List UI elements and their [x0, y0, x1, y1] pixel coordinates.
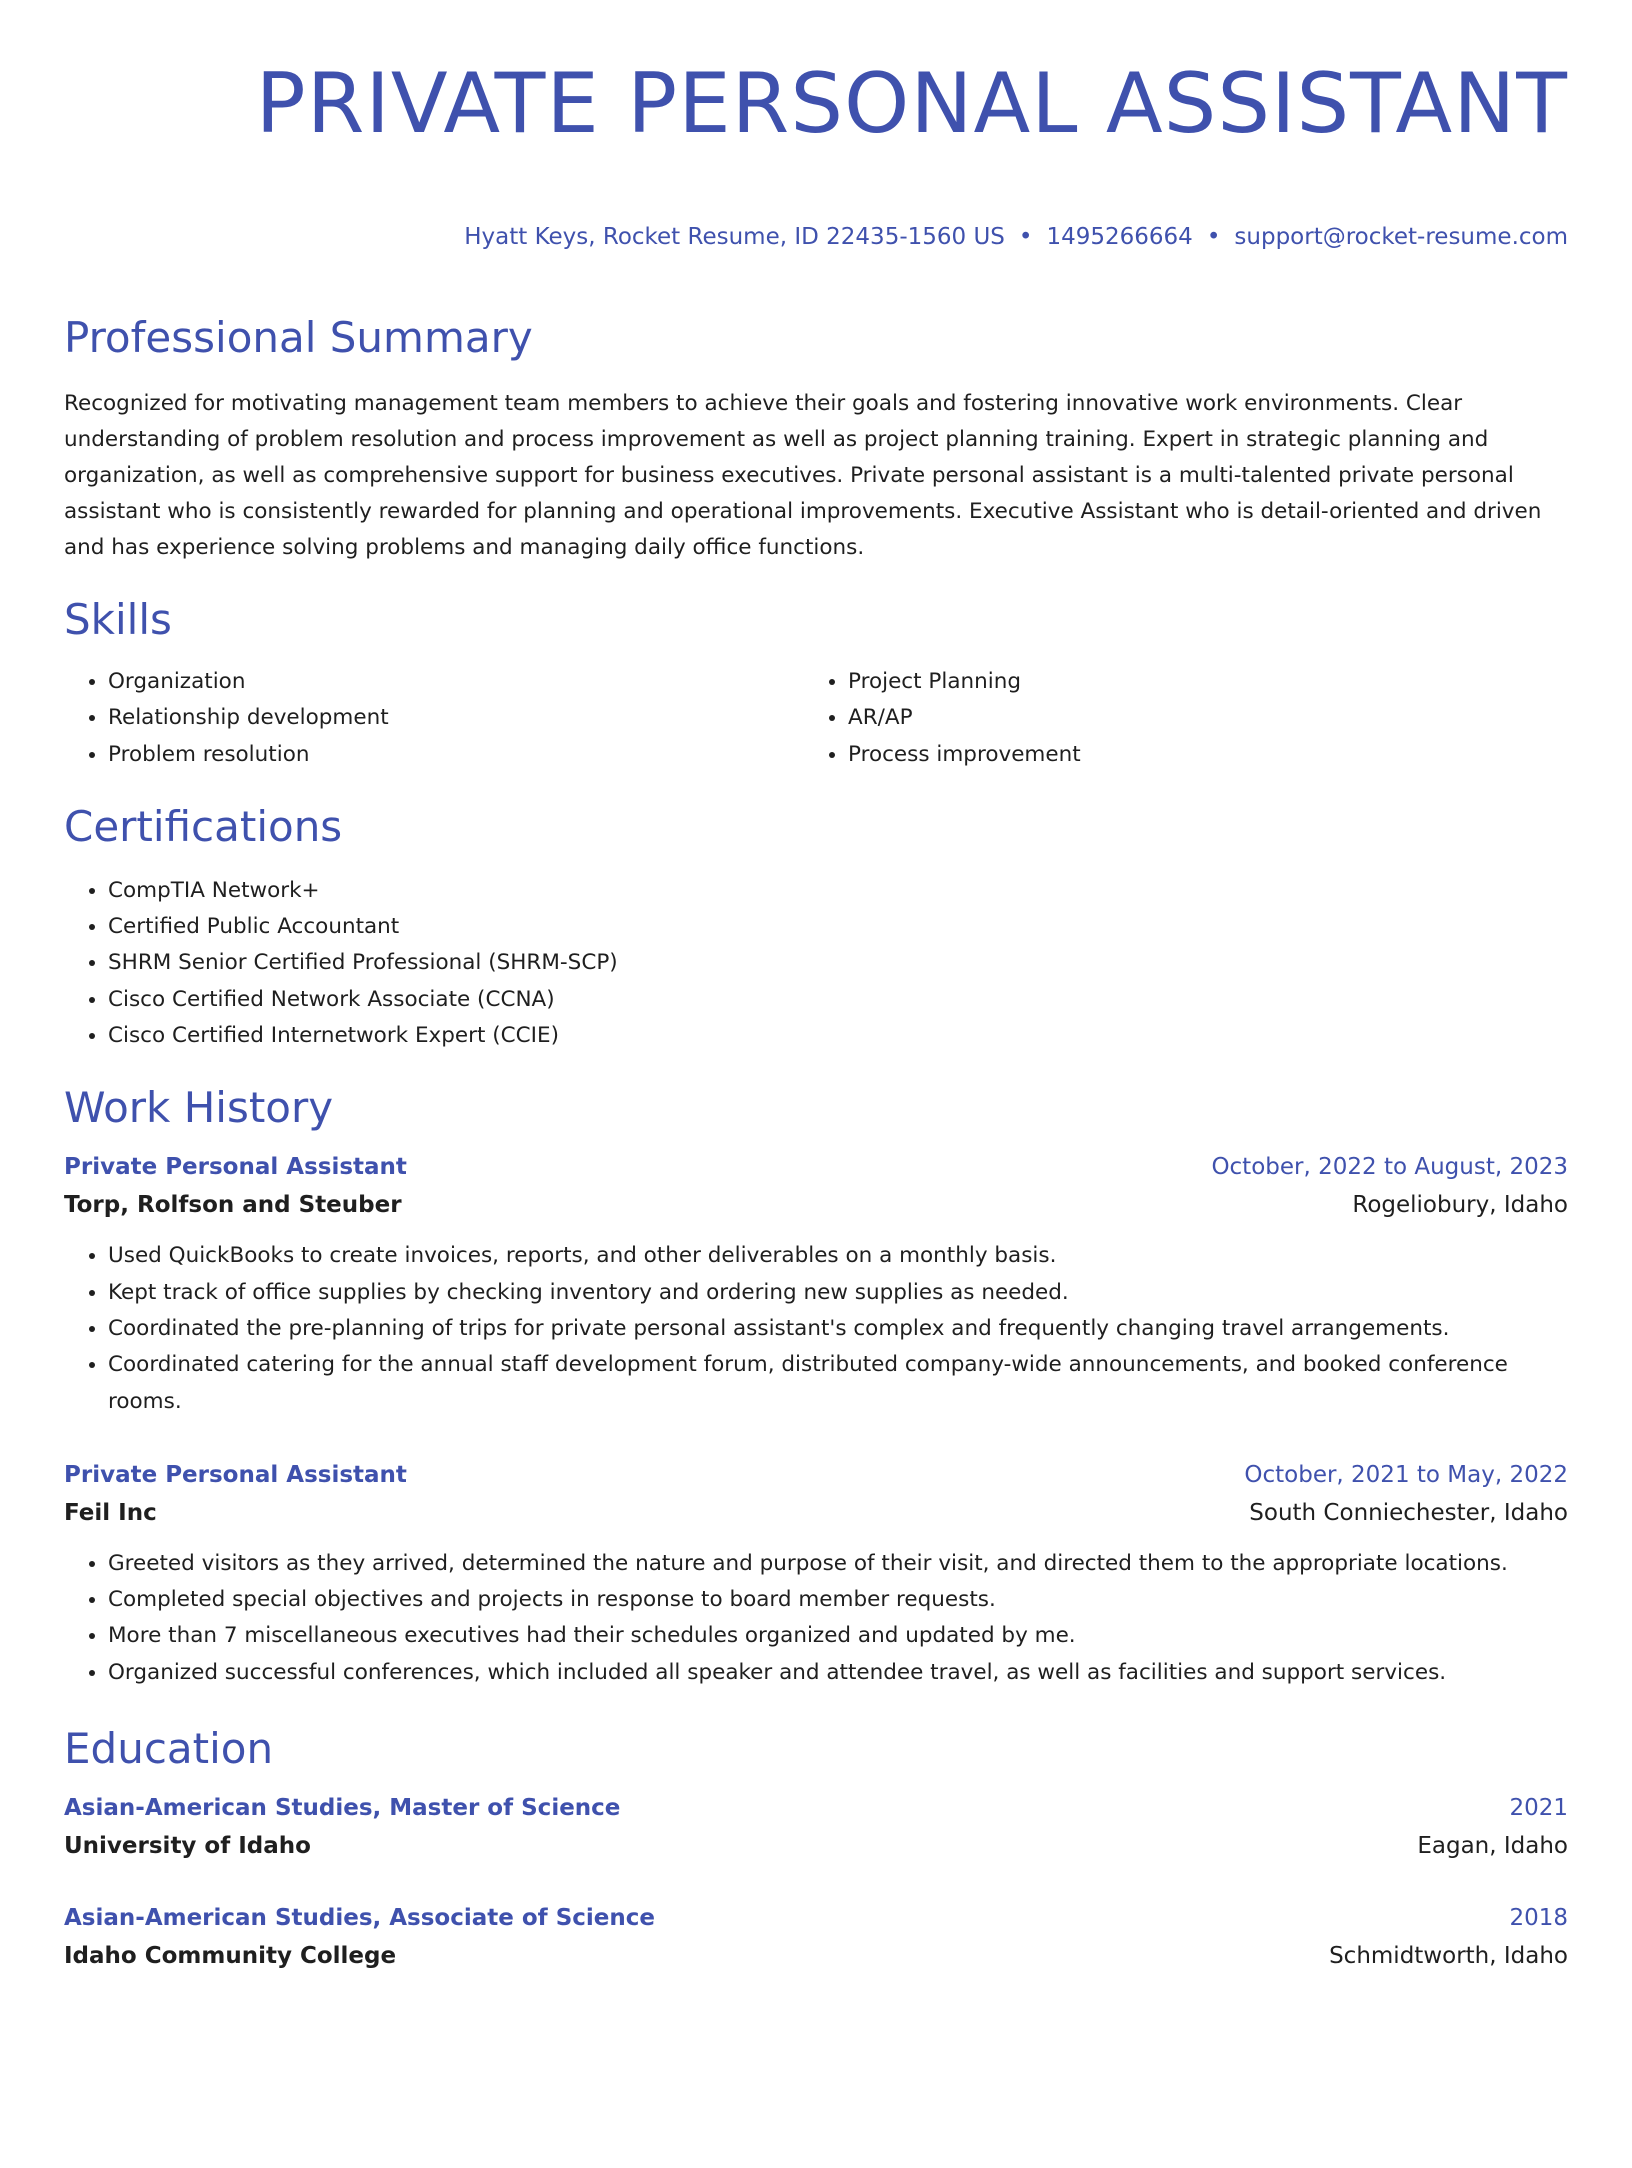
job-role: Private Personal Assistant [64, 1461, 407, 1488]
job-bullet: • Kept track of office supplies by checking inventory and ordering new supplies as needed. [108, 1275, 1568, 1311]
job-bullets [64, 1546, 1568, 1691]
skill-item: • Relationship development [108, 700, 804, 736]
job-dates: October, 2021 to May, 2022 [1244, 1461, 1568, 1488]
education-entry [64, 1899, 1568, 1975]
job-bullets [64, 1238, 1568, 1419]
job-bullet: • Used QuickBooks to create invoices, reports, and other deliverables on a monthly basis. [108, 1238, 1568, 1274]
education-year: 2018 [1509, 1905, 1568, 1932]
certification-item: • SHRM Senior Certified Professional (SHRM-SCP) [108, 945, 1568, 981]
education-school-row [64, 1937, 1568, 1975]
job-dates: October, 2022 to August, 2023 [1211, 1154, 1568, 1181]
certifications-list [64, 873, 1568, 1054]
job-bullet: • Greeted visitors as they arrived, determined the nature and purpose of their visit, and directed them to the appropriate locations. [108, 1546, 1568, 1582]
resume-name: PRIVATE PERSONAL ASSISTANT [255, 55, 1568, 152]
education-header-row [64, 1789, 1568, 1827]
skills-column-left [64, 664, 804, 773]
job-company: Torp, Rolfson and Steuber [64, 1192, 402, 1219]
education-location: Eagan, Idaho [1417, 1833, 1568, 1860]
job-bullet: • Coordinated the pre-planning of trips for private personal assistant's complex and frequently changing travel arrangements. [108, 1311, 1568, 1347]
skill-item: • Problem resolution [108, 737, 804, 773]
job-bullet: • Completed special objectives and projects in response to board member requests. [108, 1582, 1568, 1618]
skill-item: • Project Planning [848, 664, 1544, 700]
job-entry [64, 1148, 1568, 1419]
job-entry [64, 1456, 1568, 1691]
education-year: 2021 [1509, 1795, 1568, 1822]
section-title-work-history: Work History [64, 1083, 334, 1133]
contact-address: Hyatt Keys, Rocket Resume, ID 22435-1560 US [464, 224, 1005, 250]
education-entry [64, 1789, 1568, 1865]
education-degree: Asian-American Studies, Master of Science [64, 1795, 621, 1822]
job-location: South Conniechester, Idaho [1249, 1499, 1568, 1526]
education-school-row [64, 1827, 1568, 1865]
job-location: Rogeliobury, Idaho [1352, 1192, 1568, 1219]
certification-item: • CompTIA Network+ [108, 873, 1568, 909]
job-bullet: • More than 7 miscellaneous executives had their schedules organized and updated by me. [108, 1618, 1568, 1654]
job-bullet: • Organized successful conferences, which included all speaker and attendee travel, as well as facilities and support services. [108, 1655, 1568, 1691]
education-school: Idaho Community College [64, 1943, 397, 1970]
job-header-row [64, 1456, 1568, 1494]
contact-separator: • [1018, 224, 1033, 250]
job-header-row [64, 1148, 1568, 1186]
education-header-row [64, 1899, 1568, 1937]
skill-item: • Organization [108, 664, 804, 700]
section-title-education: Education [64, 1724, 274, 1774]
job-bullet: • Coordinated catering for the annual staff development forum, distributed company-wide announcements, and booked conference rooms. [108, 1347, 1568, 1420]
resume-page [0, 56, 1632, 2168]
education-school: University of Idaho [64, 1833, 311, 1860]
contact-line [64, 222, 1568, 252]
certification-item: • Cisco Certified Network Associate (CCNA) [108, 982, 1568, 1018]
section-title-certifications: Certifications [64, 801, 343, 851]
contact-email[interactable]: support@rocket-resume.com [1234, 224, 1568, 250]
skill-item: • AR/AP [848, 700, 1544, 736]
skills-columns [64, 664, 1568, 773]
job-company-row [64, 1186, 1568, 1224]
section-title-summary: Professional Summary [64, 313, 533, 362]
certification-item: • Certified Public Accountant [108, 909, 1568, 945]
summary-text: Recognized for motivating management team members to achieve their goals and fostering innovative work environments. Clear understanding of problem resolution and process improvement as well as project planning training. Expert in strategic planning and organization, as well as comprehensive support for business executives. Private personal assistant is a multi-talented private personal assistant who is consistently rewarded for planning and operational improvements. Executive Assistant who is detail-oriented and driven and has experience solving problems and managing daily office functions. [64, 391, 1542, 560]
education-location: Schmidtworth, Idaho [1329, 1943, 1568, 1970]
job-company-row [64, 1494, 1568, 1532]
section-title-skills: Skills [64, 595, 172, 644]
contact-separator: • [1206, 224, 1221, 250]
skills-column-right [804, 664, 1544, 773]
education-degree: Asian-American Studies, Associate of Science [64, 1905, 655, 1932]
contact-phone: 1495266664 [1046, 224, 1193, 250]
job-company: Feil Inc [64, 1499, 157, 1526]
job-role: Private Personal Assistant [64, 1154, 407, 1181]
skill-item: • Process improvement [848, 737, 1544, 773]
certification-item: • Cisco Certified Internetwork Expert (CCIE) [108, 1018, 1568, 1054]
